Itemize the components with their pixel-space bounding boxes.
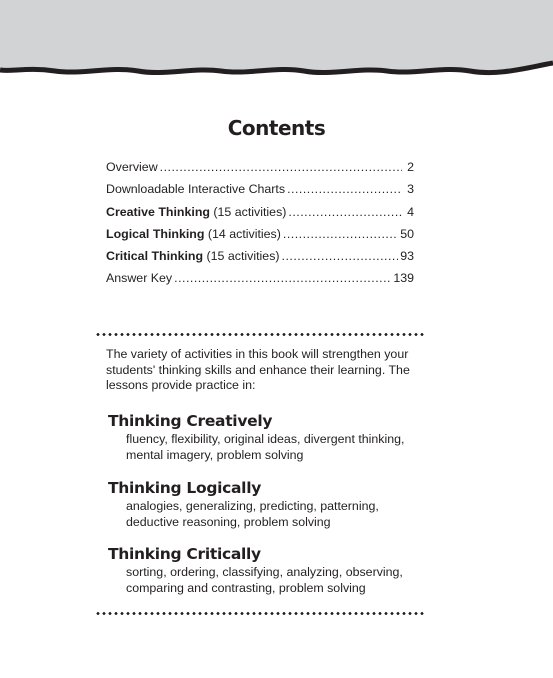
toc-row-logical-thinking [106, 223, 414, 245]
toc-label: Logical Thinking (14 activities) [106, 226, 281, 241]
toc-page-number: 3 [407, 182, 414, 197]
toc-dot-leader [287, 178, 402, 200]
toc-page-number: 4 [407, 204, 414, 219]
toc-row-answer-key [106, 267, 414, 289]
toc-row-creative-thinking [106, 201, 414, 223]
toc-dot-leader [282, 245, 399, 267]
intro-paragraph: The variety of activities in this book will strengthen your students' thinking skills and enhance their learning. The lessons provide practice in: [106, 347, 410, 392]
header-gray-fill [0, 0, 553, 73]
toc-label: Answer Key [106, 271, 173, 286]
toc-label: Overview [106, 160, 158, 174]
table-of-contents [106, 156, 414, 290]
dotted-divider-top [95, 333, 425, 336]
toc-page-number: 2 [407, 160, 414, 174]
section-skills: analogies, generalizing, predicting, patterning, deductive reasoning, problem solving [126, 499, 379, 529]
toc-page-number: 93 [400, 249, 414, 264]
header-wave-band [0, 0, 553, 86]
toc-dot-leader [160, 156, 402, 178]
toc-row-overview [106, 156, 414, 178]
toc-label: Critical Thinking (15 activities) [106, 249, 280, 264]
dotted-divider-bottom [95, 612, 425, 615]
section-thinking-creatively [108, 412, 438, 463]
toc-dot-leader [288, 201, 402, 223]
toc-label: Creative Thinking (15 activities) [106, 204, 287, 219]
section-thinking-logically [108, 479, 438, 530]
toc-dot-leader [174, 267, 391, 289]
toc-page-number: 50 [400, 226, 414, 241]
toc-label: Downloadable Interactive Charts [106, 182, 286, 197]
section-skills: fluency, flexibility, original ideas, divergent thinking, mental imagery, problem solving [126, 432, 405, 462]
section-heading: Thinking Critically [108, 545, 261, 563]
section-skills: sorting, ordering, classifying, analyzing, observing, comparing and contrasting, problem solving [126, 565, 403, 595]
page-title: Contents [227, 116, 326, 140]
section-heading: Thinking Logically [108, 479, 262, 497]
toc-page-number: 139 [393, 271, 414, 286]
toc-row-critical-thinking [106, 245, 414, 267]
toc-row-interactive-charts [106, 178, 414, 200]
toc-dot-leader [283, 223, 398, 245]
section-thinking-critically [108, 545, 438, 596]
section-heading: Thinking Creatively [108, 412, 273, 430]
